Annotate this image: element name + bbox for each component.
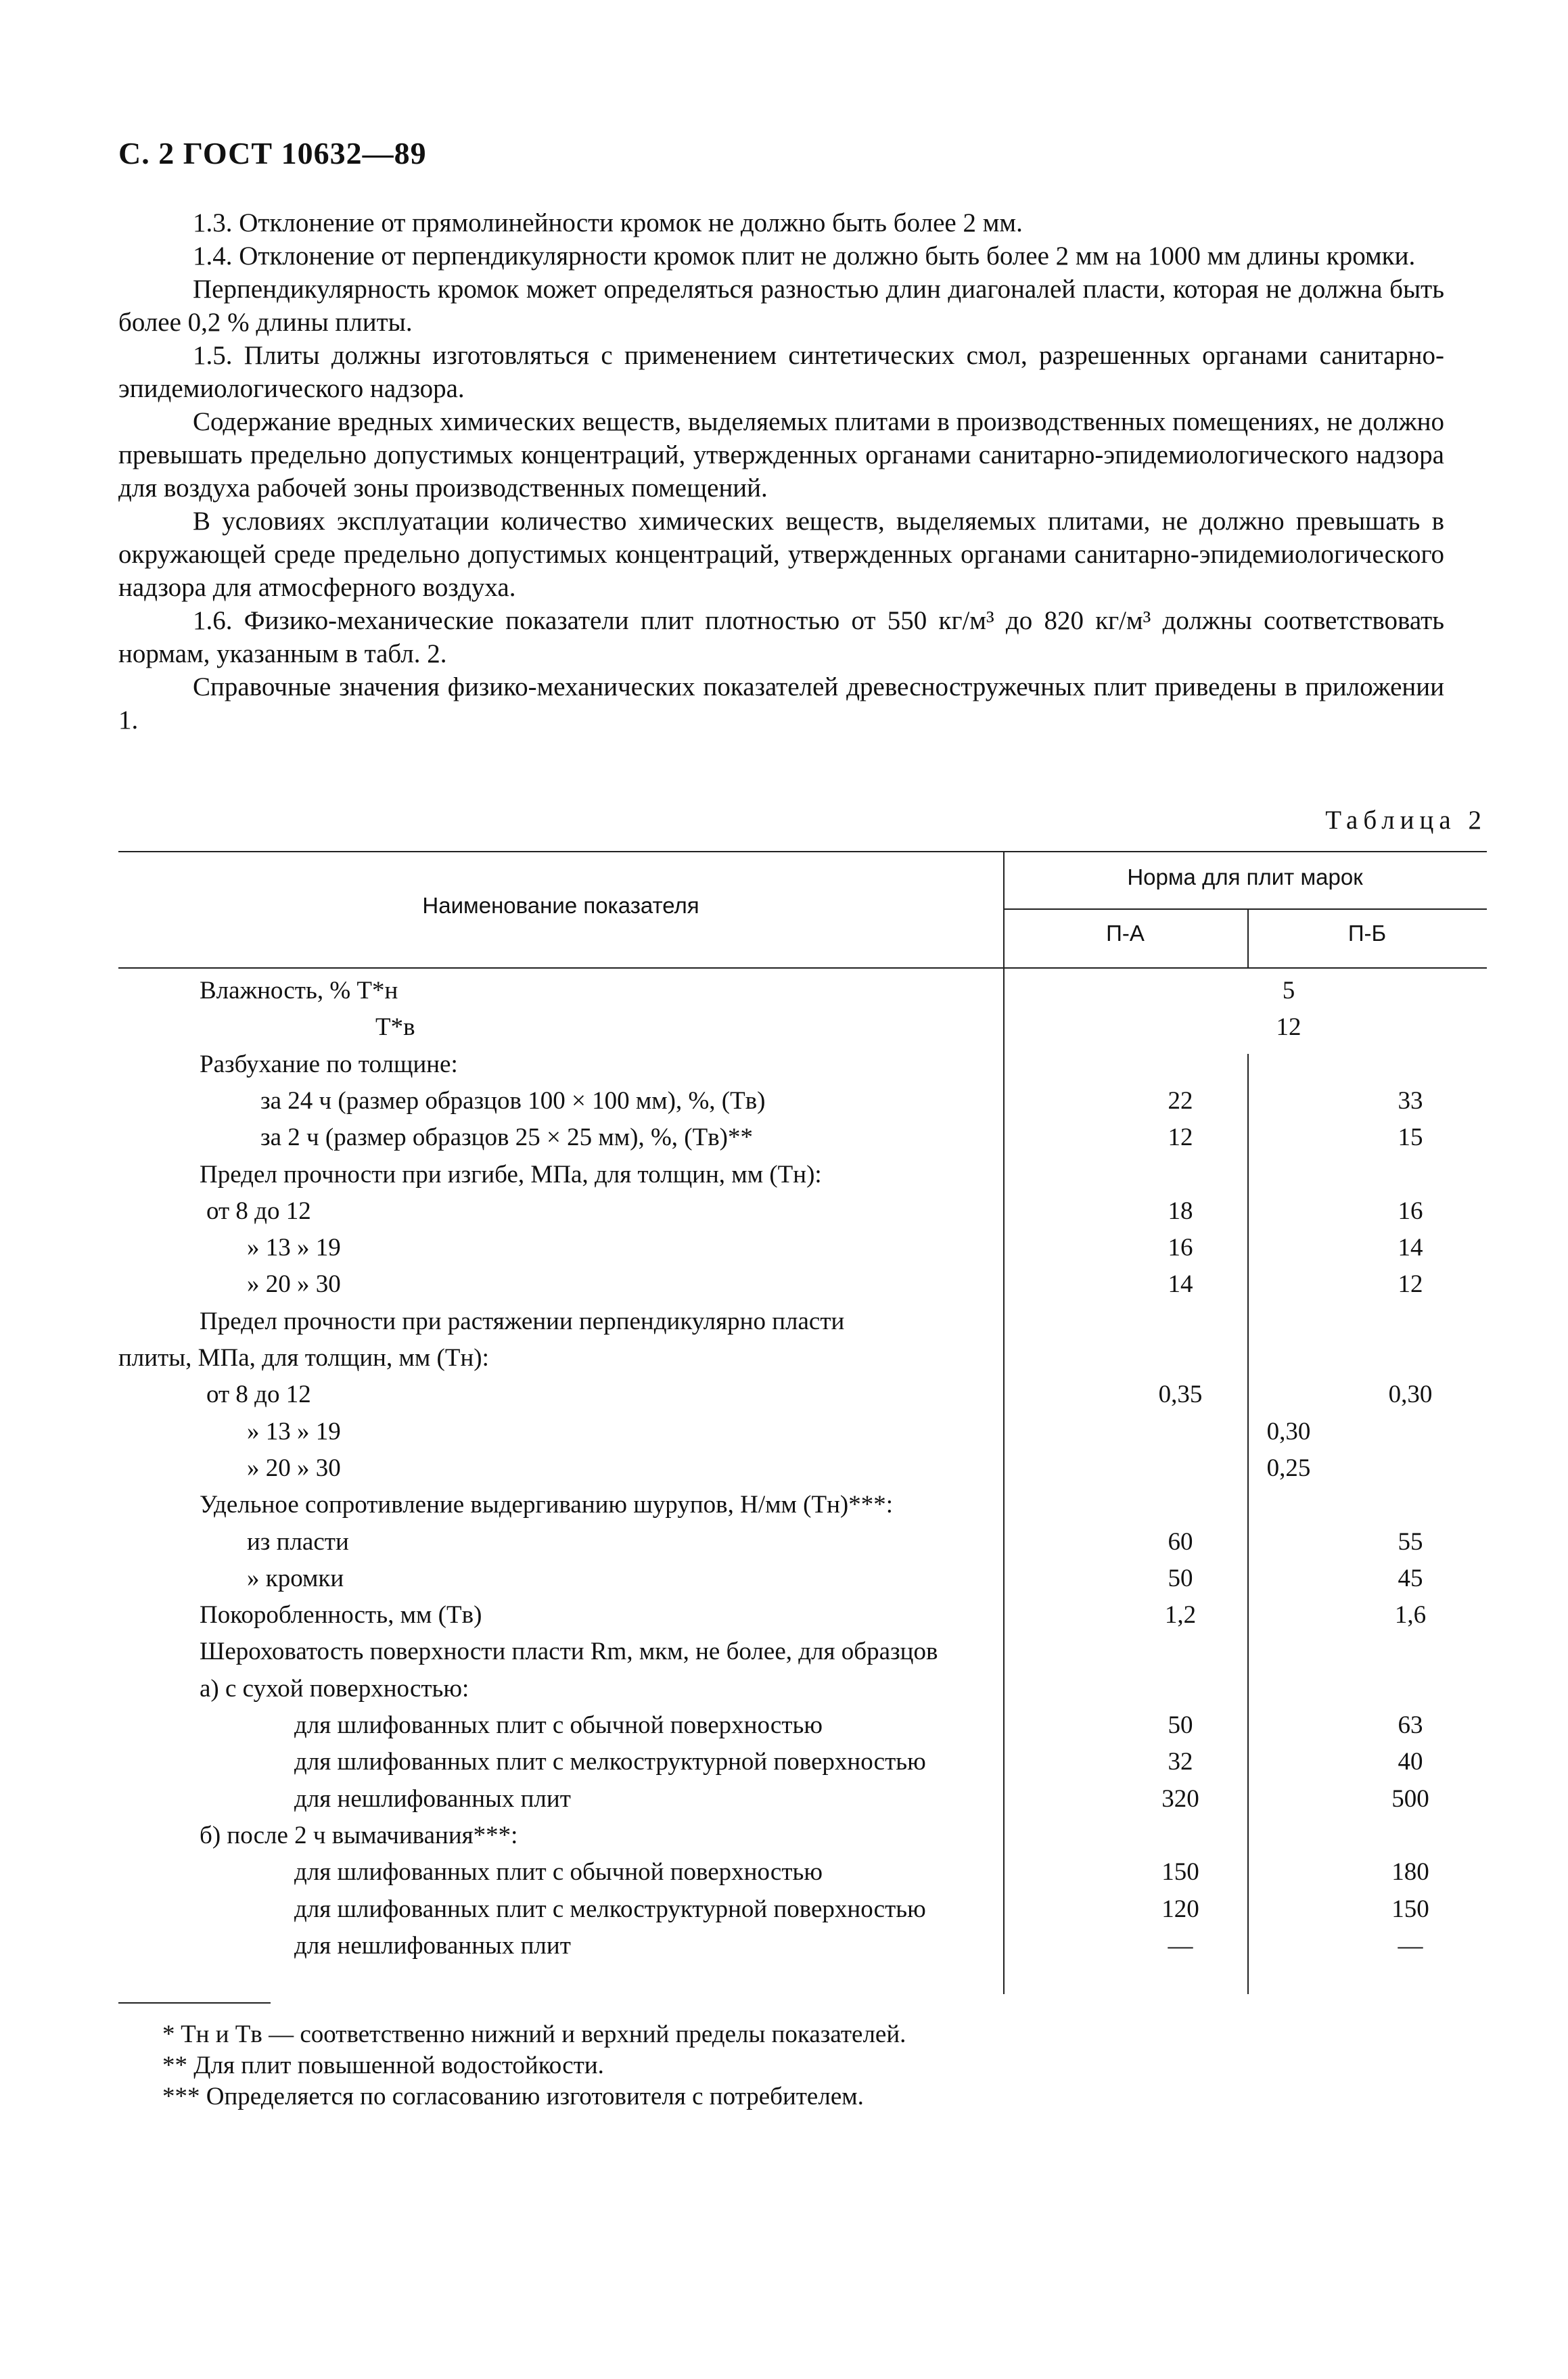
value-common: 5: [1282, 977, 1295, 1004]
row-label: для шлифованных плит с мелкоструктурной поверхностью: [294, 1895, 926, 1923]
table-row: [118, 1380, 1487, 1416]
value-pa: 60: [1168, 1527, 1193, 1556]
row-label: за 2 ч (размер образцов 25 × 25 мм), %, (Tв)**: [260, 1124, 754, 1152]
value-pb: 16: [1398, 1197, 1423, 1225]
paragraph-1-6: 1.6. Физико-механические показатели плит плотностью от 550 кг/м³ до 820 кг/м³ должны соответствовать нормам, указанным в табл. 2.: [118, 606, 1444, 668]
header-norm: Норма для плит марок: [1127, 864, 1363, 890]
footnote-2: ** Для плит повышенной водостойкости.: [162, 2052, 604, 2079]
value-pa: 12: [1168, 1124, 1193, 1152]
value-pb: 33: [1398, 1086, 1423, 1115]
footnotes: [162, 2019, 906, 2112]
table-row: [118, 1417, 1487, 1454]
table-row: [118, 1600, 1487, 1637]
table-row: [118, 1270, 1487, 1306]
header-mid-rule: [1003, 908, 1487, 910]
paragraph-harmful-substances: Содержание вредных химических веществ, выделяемых плитами в производственных помещениях, не должно превышать предельно допустимых концентраций, утвержденных органами санитарно-эпидемиологического надзора для воздуха рабочей зоны производственных помещений.: [118, 407, 1444, 503]
row-label: для шлифованных плит с обычной поверхностью: [294, 1858, 823, 1887]
value-pb: 15: [1398, 1124, 1423, 1152]
row-label: для нешлифованных плит: [294, 1784, 571, 1813]
value-pa: 320: [1161, 1784, 1199, 1813]
value-pb: —: [1398, 1931, 1423, 1960]
value-pa: —: [1168, 1931, 1193, 1960]
table-row: [118, 1711, 1487, 1747]
value-pa: 1,2: [1164, 1601, 1197, 1630]
row-label: Разбухание по толщине:: [200, 1050, 458, 1078]
value-pa: 120: [1161, 1895, 1199, 1923]
row-label: » 13 » 19: [247, 1234, 341, 1262]
row-label: » 20 » 30: [247, 1454, 341, 1482]
header-bottom-rule: [118, 967, 1487, 969]
value-pa: 50: [1168, 1711, 1193, 1739]
table-row: [118, 1013, 1487, 1049]
value-pb: 55: [1398, 1527, 1423, 1556]
header-mark-pb: П-Б: [1347, 921, 1387, 946]
table-row: [118, 1931, 1487, 1968]
value-pa: 150: [1161, 1858, 1199, 1887]
row-label: Удельное сопротивление выдергиванию шурупов, Н/мм (Tн)***:: [200, 1491, 893, 1519]
value-pb: 150: [1391, 1895, 1429, 1923]
paragraph-1-4: 1.4. Отклонение от перпендикулярности кромок плит не должно быть более 2 мм на 1000 мм длины кромки.: [193, 241, 1416, 271]
value-common: 0,30: [1266, 1417, 1311, 1446]
page-header: С. 2 ГОСТ 10632—89: [118, 136, 427, 170]
table-row: [118, 1821, 1487, 1857]
footnote-rule: [118, 2002, 271, 2004]
table-row: [118, 1527, 1487, 1564]
row-label: T*в: [375, 1013, 415, 1042]
table-row: [118, 1564, 1487, 1600]
value-common: 0,25: [1266, 1454, 1311, 1482]
value-pb: 12: [1398, 1270, 1423, 1299]
paragraph-reference-values: Справочные значения физико-механических показателей древесностружечных плит приведены в приложении 1.: [118, 672, 1444, 735]
table-top-rule: [118, 851, 1487, 852]
table-row: [118, 1454, 1487, 1490]
row-label: от 8 до 12: [206, 1197, 311, 1225]
table-row: [118, 1050, 1487, 1086]
table-row: [118, 976, 1487, 1013]
table-row: [118, 1857, 1487, 1894]
row-label: из пласти: [247, 1527, 349, 1556]
row-label: а) с сухой поверхностью:: [200, 1674, 469, 1703]
table-row: [118, 1086, 1487, 1123]
row-label: плиты, МПа, для толщин, мм (Tн):: [118, 1344, 489, 1372]
table-row: [118, 1160, 1487, 1197]
table-row: [118, 1490, 1487, 1527]
value-pb: 0,30: [1388, 1381, 1433, 1409]
table-caption: Таблица 2: [1325, 806, 1487, 835]
row-label: Шероховатость поверхности пласти Rm, мкм, не более, для образцов: [200, 1638, 938, 1666]
value-common: 12: [1276, 1013, 1301, 1042]
row-label: » 13 » 19: [247, 1417, 341, 1446]
row-label: для нешлифованных плит: [294, 1931, 571, 1960]
row-label: б) после 2 ч вымачивания***:: [200, 1821, 518, 1849]
row-label: » кромки: [247, 1564, 344, 1592]
paragraph-1-5: 1.5. Плиты должны изготовляться с применением синтетических смол, разрешенных органами санитарно-эпидемиологического надзора.: [118, 341, 1444, 403]
value-pa: 50: [1168, 1564, 1193, 1592]
value-pb: 45: [1398, 1564, 1423, 1592]
row-label: для шлифованных плит с мелкоструктурной поверхностью: [294, 1748, 926, 1776]
header-mark-pa: П-А: [1106, 921, 1145, 946]
footnote-3: *** Определяется по согласованию изготовителя с потребителем.: [162, 2083, 864, 2110]
value-pb: 1,6: [1394, 1601, 1427, 1630]
properties-table: [118, 851, 1487, 1994]
value-pb: 63: [1398, 1711, 1423, 1739]
table-row: [118, 1343, 1487, 1380]
value-pa: 32: [1168, 1748, 1193, 1776]
body-text: [118, 206, 1444, 737]
value-pb: 40: [1398, 1748, 1423, 1776]
value-pb: 14: [1398, 1234, 1423, 1262]
table-row: [118, 1674, 1487, 1711]
paragraph-operating-conditions: В условиях эксплуатации количество химических веществ, выделяемых плитами, не должно превышать в окружающей среде предельно допустимых концентраций, утвержденных органами санитарно-эпидемиологического надзора для атмосферного воздуха.: [118, 507, 1444, 602]
table-row: [118, 1197, 1487, 1233]
row-label: Покоробленность, мм (Tв): [200, 1601, 482, 1630]
row-label: для шлифованных плит с обычной поверхностью: [294, 1711, 823, 1739]
row-label: Предел прочности при изгибе, МПа, для толщин, мм (Tн):: [200, 1160, 822, 1188]
table-row: [118, 1784, 1487, 1821]
header-name: Наименование показателя: [422, 893, 699, 918]
value-pb: 500: [1391, 1784, 1429, 1813]
table-row: [118, 1747, 1487, 1784]
table-row: [118, 1233, 1487, 1270]
row-label: от 8 до 12: [206, 1381, 311, 1409]
table-row: [118, 1637, 1487, 1673]
paragraph-perpendicularity: Перпендикулярность кромок может определяться разностью длин диагоналей пласти, которая не должна быть более 0,2 % длины плиты.: [118, 275, 1444, 337]
value-pa: 16: [1168, 1234, 1193, 1262]
value-pa: 22: [1168, 1086, 1193, 1115]
value-pb: 180: [1391, 1858, 1429, 1887]
row-label: за 24 ч (размер образцов 100 × 100 мм), %, (Tв): [260, 1086, 766, 1115]
row-label: Предел прочности при растяжении перпендикулярно пласти: [200, 1307, 845, 1335]
table-row: [118, 1895, 1487, 1931]
value-pa: 14: [1168, 1270, 1193, 1299]
value-pa: 0,35: [1158, 1381, 1203, 1409]
row-label: » 20 » 30: [247, 1270, 341, 1299]
paragraph-1-3: 1.3. Отклонение от прямолинейности кромок не должно быть более 2 мм.: [193, 208, 1023, 237]
footnote-1: * Tн и Tв — соответственно нижний и верхний пределы показателей.: [162, 2020, 906, 2048]
value-pa: 18: [1168, 1197, 1193, 1225]
row-label: Влажность, % T*н: [200, 977, 398, 1004]
table-row: [118, 1123, 1487, 1159]
table-row: [118, 1307, 1487, 1343]
